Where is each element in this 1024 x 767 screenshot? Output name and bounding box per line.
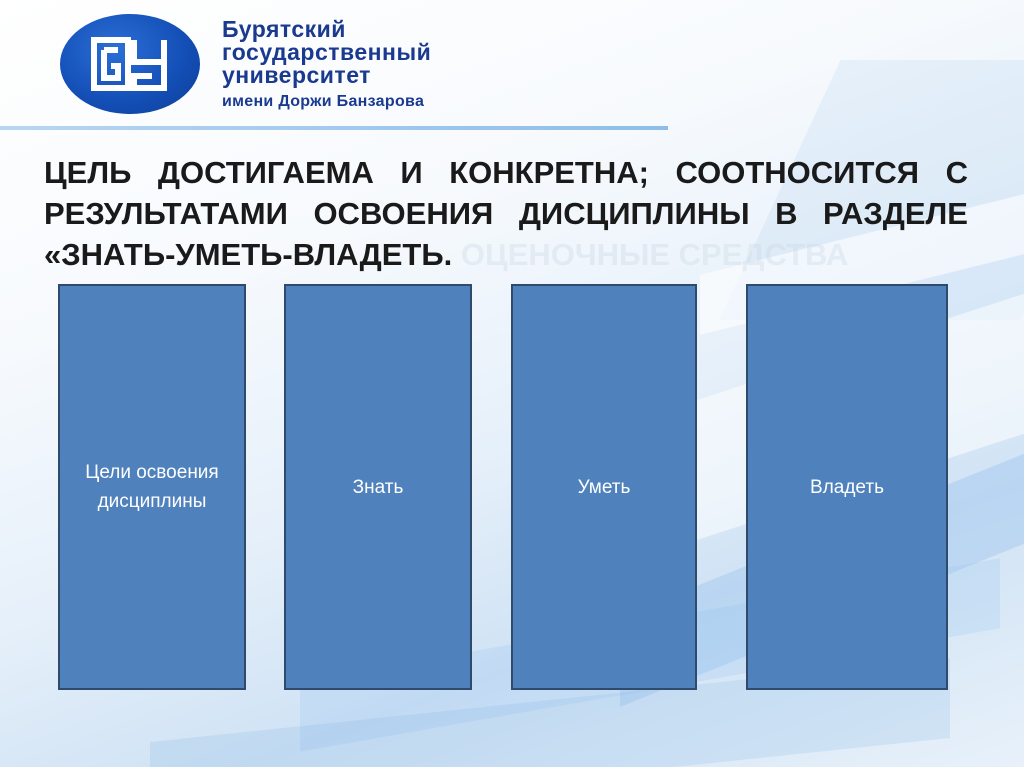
- university-name-line: государственный: [222, 39, 432, 65]
- heading-faded-text: ОЦЕНОЧНЫЕ СРЕДСТВА: [460, 237, 849, 272]
- university-name-line: университет: [222, 62, 371, 88]
- university-name: [222, 18, 431, 115]
- university-subtitle: имени Доржи Банзарова: [222, 93, 425, 110]
- header-divider: [0, 126, 668, 130]
- slide-header: [0, 0, 1024, 132]
- box-can: Уметь: [511, 284, 697, 690]
- university-name-line: Бурятский: [222, 16, 346, 42]
- heading-main-text: ЦЕЛЬ ДОСТИГАЕМА И КОНКРЕТНА; СООТНОСИТСЯ С РЕЗУЛЬТАТАМИ ОСВОЕНИЯ ДИСЦИПЛИНЫ В РАЗДЕЛЕ «ЗНАТЬ-УМЕТЬ-ВЛАДЕТЬ.: [44, 155, 968, 272]
- slide-heading: [44, 152, 968, 275]
- box-know: Знать: [284, 284, 472, 690]
- box-goals: Цели освоения дисциплины: [58, 284, 246, 690]
- bsu-logo-icon: [90, 36, 170, 92]
- box-master: Владеть: [746, 284, 948, 690]
